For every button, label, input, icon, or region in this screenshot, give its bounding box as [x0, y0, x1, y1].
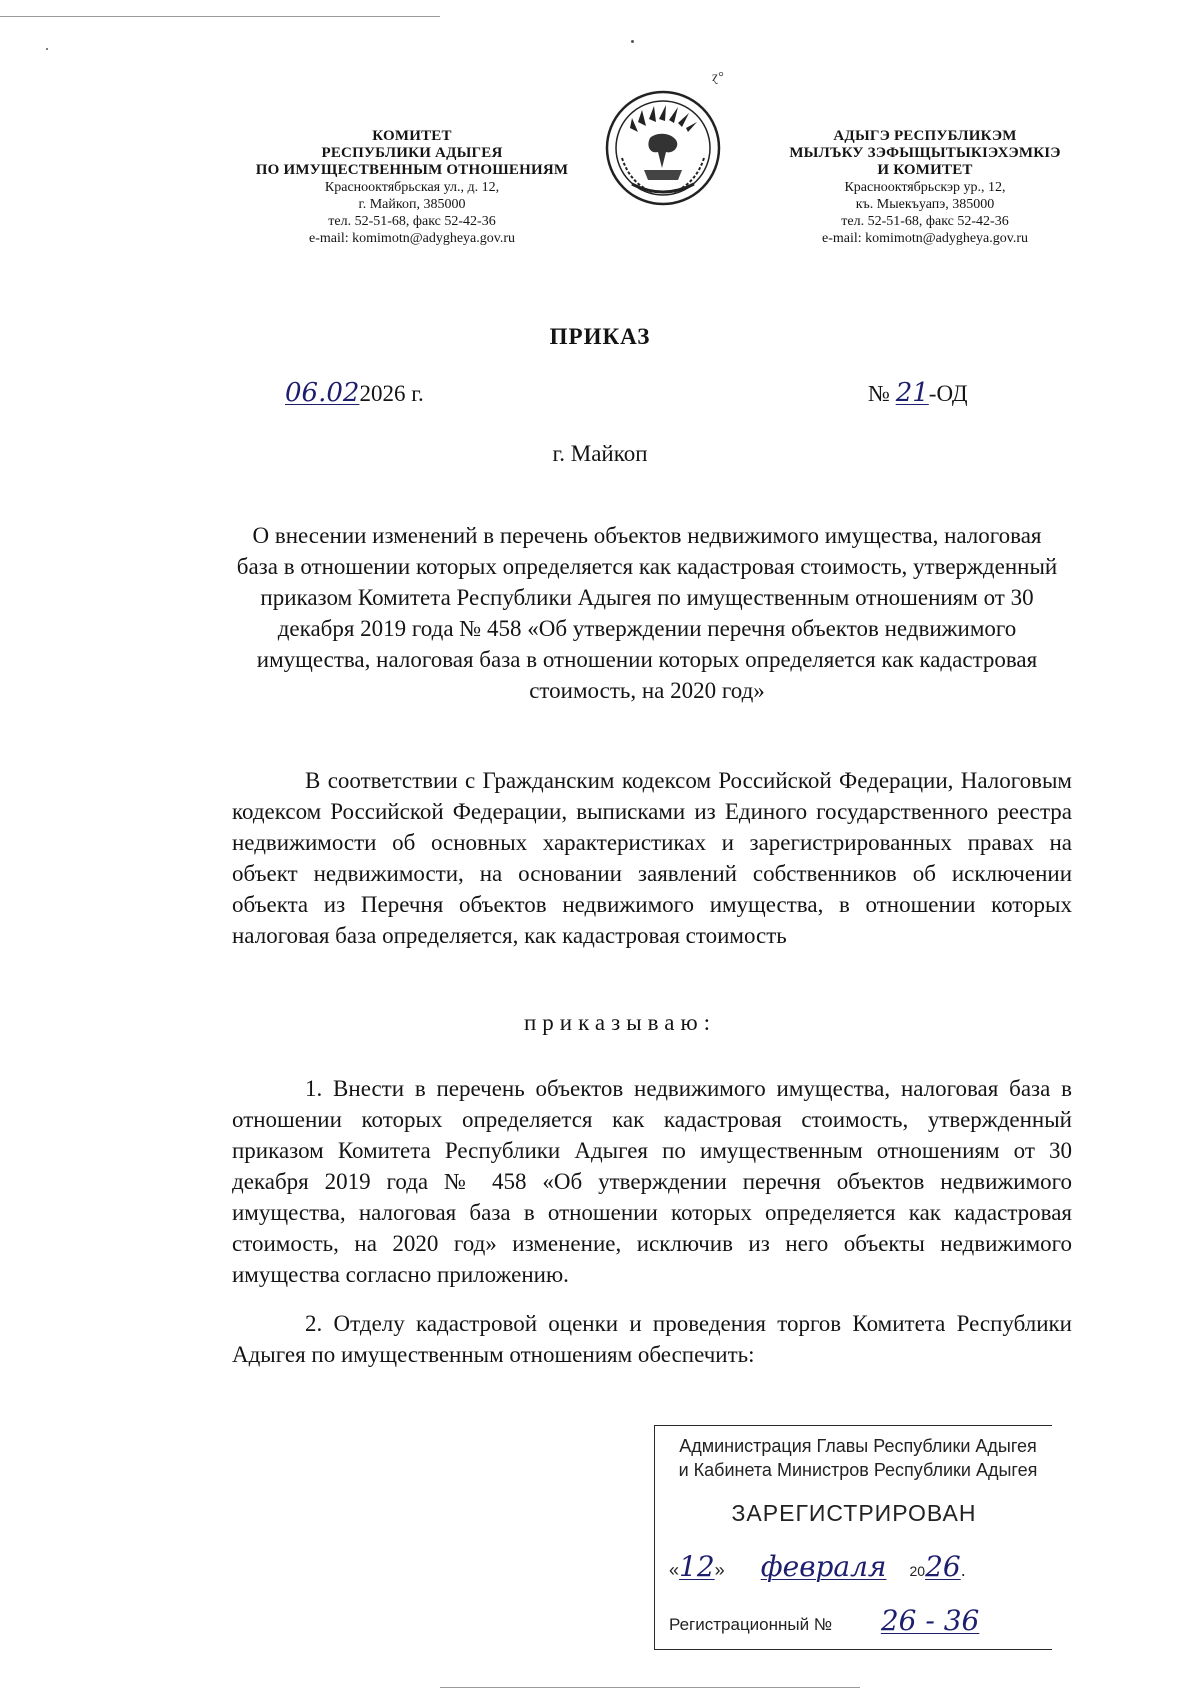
document-date: [285, 378, 424, 408]
scan-artifact-bottom-line: [440, 1687, 860, 1688]
registration-stamp: [654, 1425, 1052, 1650]
header-left-email: e-mail: komimotn@adygheya.gov.ru: [309, 231, 515, 246]
document-number: [868, 378, 968, 408]
stamp-day-handwritten: 12: [679, 1550, 715, 1583]
header-right-phone: тел. 52-51-68, факс 52-42-36: [841, 214, 1009, 229]
order-item-1: 1. Внести в перечень объектов недвижимого имущества, налоговая база в отношении которых определяется как кадастровая стоимость, утвержденный приказом Комитета Республики Адыгея по имущественным отношениям от 30 декабря 2019 года № 458 «Об утверждении перечня объектов недвижимого имущества, налоговая база в отношении которых определяется как кадастровая стоимость, на 2020 год» изменение, исключив из него объекты недвижимого имущества согласно приложению.: [232, 1076, 1072, 1287]
stamp-org-line2: и Кабинета Министров Республики Адыгея: [678, 1460, 1038, 1480]
coat-of-arms-emblem-icon: [602, 88, 724, 208]
stamp-year-dot: .: [960, 1560, 966, 1580]
scan-speck: [46, 48, 48, 50]
header-left: [232, 128, 592, 247]
stamp-year-handwritten: 26: [925, 1550, 961, 1583]
document-date-handwritten: 06.02: [285, 378, 360, 408]
stamp-organization: [663, 1434, 1053, 1482]
stamp-org-line1: Администрация Главы Республики Адыгея: [679, 1436, 1037, 1456]
scan-artifact-top-line: [0, 16, 440, 17]
header-left-line1: КОМИТЕТ: [372, 128, 452, 144]
header-left-line2: РЕСПУБЛИКИ АДЫГЕЯ: [321, 145, 503, 161]
header-left-phone: тел. 52-51-68, факс 52-42-36: [328, 214, 496, 229]
stamp-date: [669, 1550, 1049, 1583]
document-number-suffix: -ОД: [928, 381, 968, 406]
handwritten-mark: ɀ°: [712, 70, 724, 85]
document-number-prefix: №: [868, 381, 890, 406]
header-right-line2: МЫЛЪКУ ЗЭФЫЩЫТЫКІЭХЭМКІЭ: [789, 145, 1061, 161]
stamp-reg-label: Регистрационный №: [669, 1615, 833, 1634]
header-right-email: e-mail: komimotn@adygheya.gov.ru: [822, 231, 1028, 246]
stamp-status: ЗАРЕГИСТРИРОВАН: [731, 1500, 977, 1526]
stamp-quote-open: «: [669, 1560, 680, 1580]
stamp-month-handwritten: февраля: [760, 1550, 887, 1583]
header-right: [775, 128, 1075, 247]
document-city: г. Майкоп: [552, 441, 648, 466]
stamp-quote-close: »: [714, 1560, 725, 1580]
header-left-line3: ПО ИМУЩЕСТВЕННЫМ ОТНОШЕНИЯМ: [255, 162, 569, 178]
document-subject: О внесении изменений в перечень объектов недвижимого имущества, налоговая база в отношении которых определяется как кадастровая стоимость, утвержденный приказом Комитета Республики Адыгея по имущественным отношениям от 30 декабря 2019 года № 458 «Об утверждении перечня объектов недвижимого имущества, налоговая база в отношении которых определяется как кадастровая стоимость, на 2020 год»: [236, 523, 1058, 703]
scan-speck: [631, 40, 634, 43]
header-left-address1: Краснооктябрьская ул., д. 12,: [324, 180, 500, 195]
order-verb: приказываю:: [523, 1010, 717, 1035]
document-date-suffix: 2026 г.: [359, 381, 424, 406]
stamp-year-prefix: 20: [909, 1563, 926, 1579]
document-preamble: В соответствии с Гражданским кодексом Российской Федерации, Налоговым кодексом Российской Федерации, выписками из Единого государственного реестра недвижимости об основных характеристиках и зарегистрированных правах на объект недвижимости, на основании заявлений собственников об исключении объекта из Перечня объектов недвижимого имущества, в отношении которых налоговая база определяется, как кадастровая стоимость: [232, 768, 1072, 948]
document-number-handwritten: 21: [895, 378, 929, 408]
stamp-registration-number: [669, 1604, 1049, 1637]
header-right-address2: къ. Мыекъуапэ, 385000: [855, 197, 995, 212]
header-right-line3: И КОМИТЕТ: [877, 162, 973, 178]
header-left-address2: г. Майкоп, 385000: [358, 197, 466, 212]
stamp-reg-number-handwritten: 26 - 36: [880, 1604, 980, 1637]
header-right-address1: Краснооктябрьскэр ур., 12,: [844, 180, 1006, 195]
header-right-line1: АДЫГЭ РЕСПУБЛИКЭМ: [833, 128, 1017, 144]
document-title: ПРИКАЗ: [549, 324, 651, 349]
order-item-2: 2. Отделу кадастровой оценки и проведения торгов Комитета Республики Адыгея по имущественным отношениям обеспечить:: [232, 1311, 1072, 1367]
